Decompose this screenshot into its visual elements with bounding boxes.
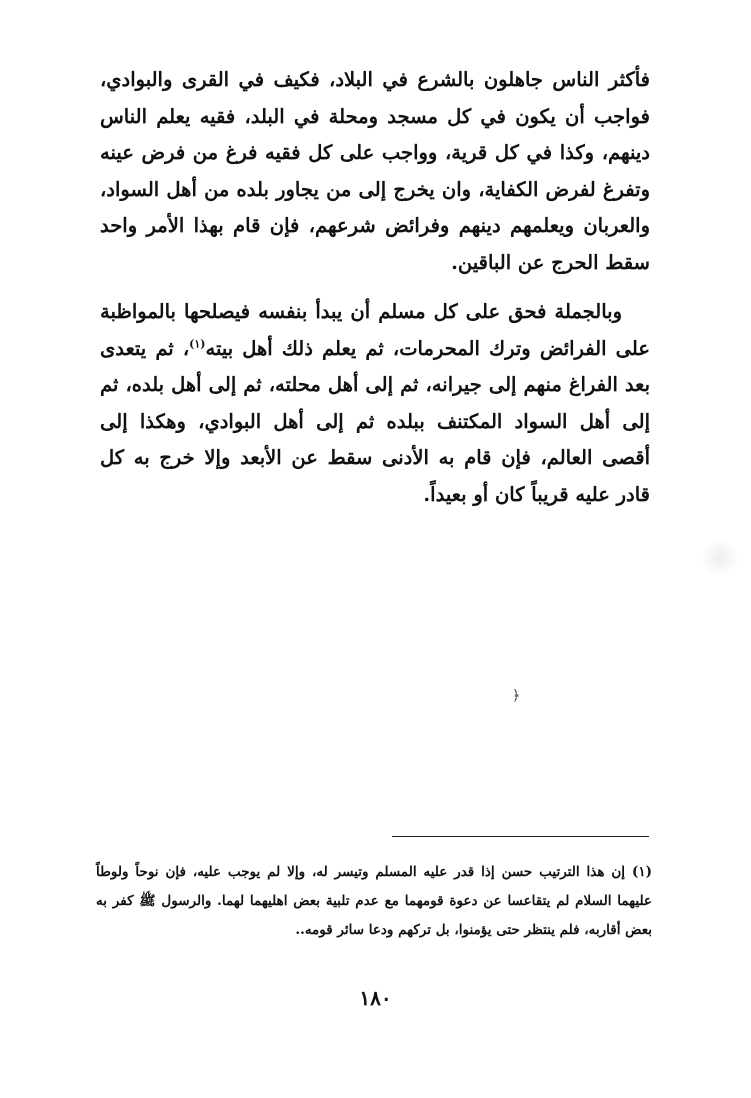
main-text: [100, 62, 650, 513]
page-number: ١٨٠: [359, 986, 392, 1010]
footnote-text: (١) إن هذا الترتيب حسن إذا قدر عليه المسلم وتيسر له، وإلا لم يوجب عليه، فإن نوحاً ولوطاً عليهما السلام لم يتقاعسا عن دعوة قومهما مع عدم تلبية بعض اهليهما لهما. والرسول ﷺ كفر به بعض أقاربه، فلم ينتظر حتى يؤمنوا، بل تركهم ودعا سائر قومه..: [96, 864, 652, 938]
paragraph-2-part-2: ، ثم يتعدى بعد الفراغ منهم إلى جيرانه، ثم إلى أهل محلته، ثم إلى أهل بلده، ثم إلى أهل السواد المكتنف ببلده ثم إلى أهل البوادي، وهكذا إلى أقصى العالم، فإن قام به الأدنى سقط عن الأبعد وإلا خرج به كل قادر عليه قريباً كان أو بعيداً.: [100, 336, 650, 506]
paragraph-1: فأكثر الناس جاهلون بالشرع في البلاد، فكيف في القرى والبوادي، فواجب أن يكون في كل مسجد ومحلة في البلد، فقيه يعلم الناس دينهم، وكذا في كل قرية، وواجب على كل فقيه فرغ من فرض عينه وتفرغ لفرض الكفاية، وان يخرج إلى من يجاور بلده من أهل السواد، والعربان ويعلمهم دينهم وفرائض شرعهم، فإن قام بهذا الأمر واحد سقط الحرج عن الباقين.: [100, 68, 650, 274]
paragraph-2-part-1: وبالجملة فحق على كل مسلم أن يبدأ بنفسه فيصلحها بالمواظبة على الفرائض وترك المحرمات، ثم يعلم ذلك أهل بيته: [100, 300, 650, 360]
scan-speckle: [700, 540, 740, 576]
paragraph-2: [100, 294, 650, 513]
ornament-glyph: ﴿: [512, 688, 521, 704]
footnote-reference: (١): [189, 337, 206, 350]
footnote-divider: [392, 836, 649, 837]
